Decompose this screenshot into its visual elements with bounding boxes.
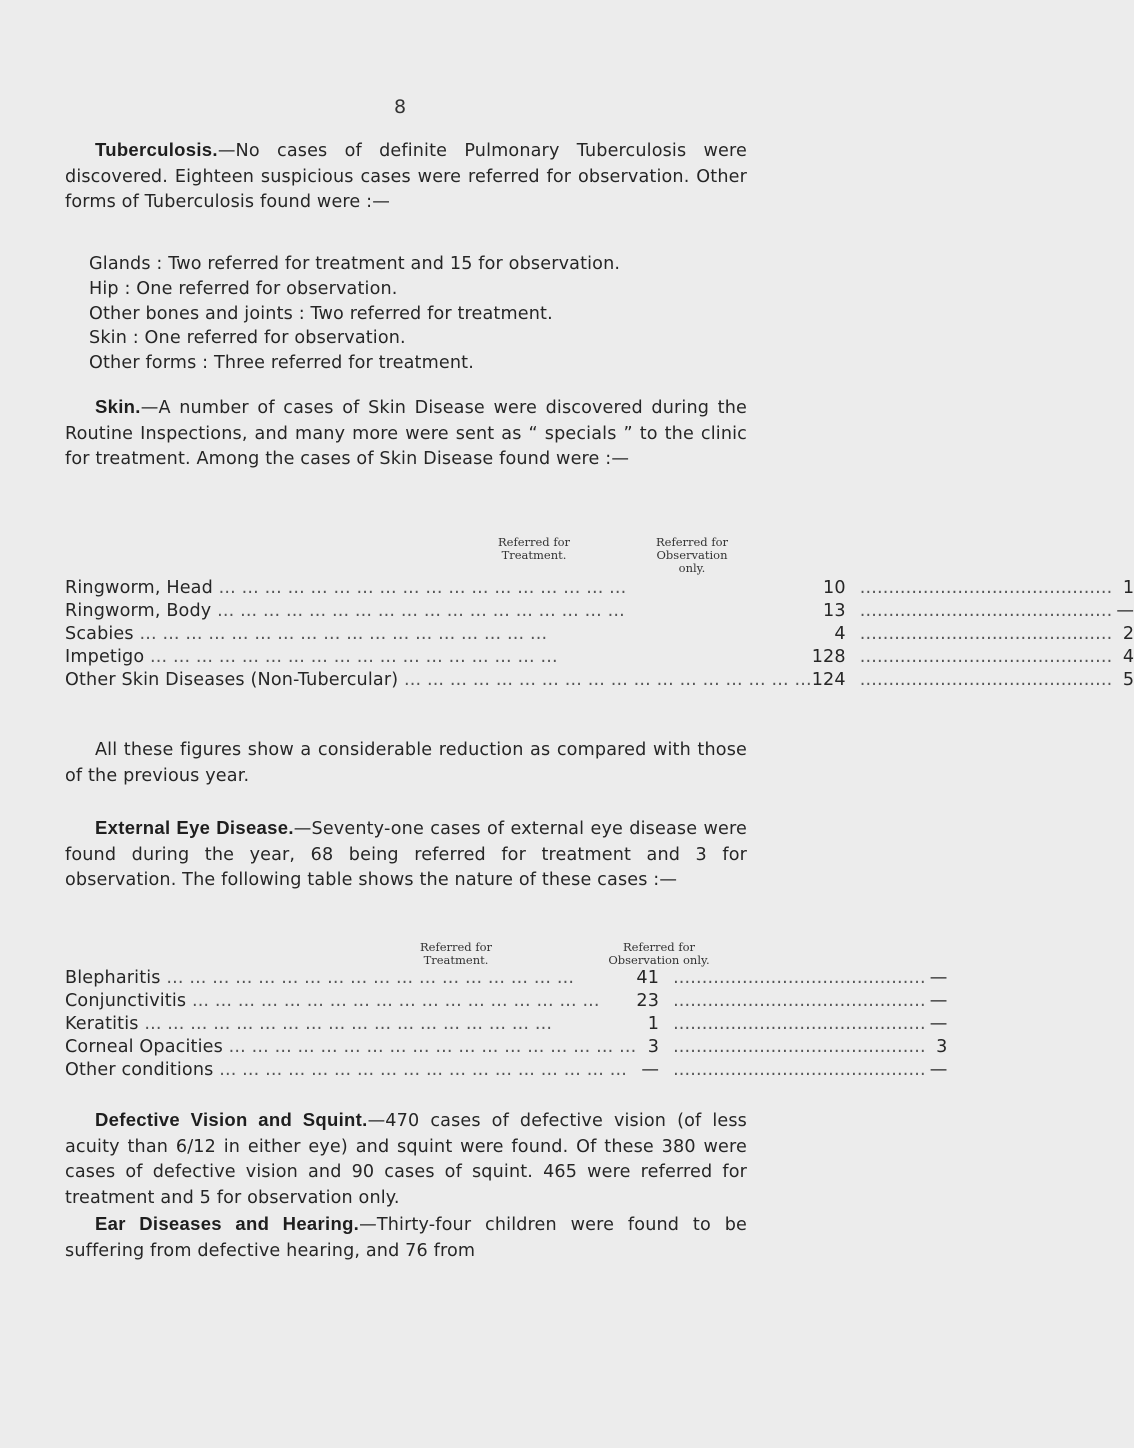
row-label xyxy=(65,622,812,645)
eye-col-observation-header: Referred for Observation only. xyxy=(608,940,710,967)
skin-col-observation-header: Referred for Observation only. xyxy=(655,535,729,575)
dot-leader: ............................................ xyxy=(673,990,926,1011)
row-label-text: Impetigo xyxy=(65,646,145,667)
table-row xyxy=(65,668,1134,691)
table-row xyxy=(65,966,947,989)
treatment-count: 3 xyxy=(647,1036,660,1057)
dot-leader: ............................................ xyxy=(859,600,1113,621)
eye-col-treatment-header: Referred for Treatment. xyxy=(419,940,493,967)
observation-count: 1 xyxy=(1122,577,1134,598)
treatment-count: — xyxy=(641,1059,660,1080)
treatment-count: 1 xyxy=(647,1013,660,1034)
dot-leader: ............................................ xyxy=(859,577,1113,598)
table-row xyxy=(65,576,1134,599)
dot-leader: ............................................ xyxy=(859,646,1113,667)
observation-count: — xyxy=(929,1013,948,1034)
dot-leader: ... ... ... ... ... ... ... ... ... ... ... ... ... ... ... ... ... ... xyxy=(211,600,625,621)
row-label xyxy=(65,989,636,1012)
observation-cell xyxy=(659,1012,947,1035)
observation-count: — xyxy=(929,967,948,988)
list-item: Other forms : Three referred for treatment. xyxy=(89,353,474,374)
list-item: Glands : Two referred for treatment and 15 for observation. xyxy=(89,254,621,274)
observation-cell xyxy=(846,622,1134,645)
dot-leader: ... ... ... ... ... ... ... ... ... ... ... ... ... ... ... ... ... ... xyxy=(222,1036,637,1057)
dot-leader: ... ... ... ... ... ... ... ... ... ... ... ... ... ... ... ... ... ... xyxy=(213,1059,627,1080)
row-label-text: Conjunctivitis xyxy=(65,990,187,1011)
table-row xyxy=(65,989,947,1012)
dot-leader: ... ... ... ... ... ... ... ... ... ... ... ... ... ... ... ... ... ... xyxy=(212,577,627,598)
list-item: Other bones and joints : Two referred for treatment. xyxy=(89,303,553,324)
row-label xyxy=(65,966,636,989)
skin-note: All these figures show a considerable reduction as compared with those of the previous year. xyxy=(65,740,747,786)
row-label-text: Keratitis xyxy=(65,1013,139,1034)
observation-count: 5 xyxy=(1122,669,1134,690)
list-item: Skin : One referred for observation. xyxy=(89,328,406,349)
ear-section xyxy=(65,1211,747,1264)
observation-cell xyxy=(846,645,1134,668)
row-label-text: Ringworm, Body xyxy=(65,600,212,621)
tuberculosis-forms-list xyxy=(89,252,749,376)
eye-table xyxy=(65,966,947,1081)
table-row xyxy=(65,1058,947,1081)
dot-leader: ............................................ xyxy=(859,669,1113,690)
treatment-count: 23 xyxy=(636,990,660,1011)
dot-leader: ............................................ xyxy=(673,1013,926,1034)
row-label-text: Blepharitis xyxy=(65,967,161,988)
table-row xyxy=(65,1012,947,1035)
observation-cell xyxy=(659,1035,947,1058)
dot-leader: ... ... ... ... ... ... ... ... ... ... ... ... ... ... ... ... ... ... xyxy=(133,623,548,644)
tuberculosis-heading: Tuberculosis. xyxy=(95,139,218,160)
tuberculosis-paragraph xyxy=(65,137,747,216)
treatment-count: 128 xyxy=(811,646,846,667)
observation-cell xyxy=(846,668,1134,691)
treatment-count: 124 xyxy=(811,669,846,690)
treatment-count: 13 xyxy=(823,600,846,621)
skin-col-treatment-header: Referred for Treatment. xyxy=(497,535,571,562)
observation-count: 3 xyxy=(936,1036,948,1057)
vision-heading: Defective Vision and Squint. xyxy=(95,1109,368,1130)
dot-leader: ... ... ... ... ... ... ... ... ... ... ... ... ... ... ... ... ... ... xyxy=(138,1013,553,1034)
row-label xyxy=(65,1058,636,1081)
vision-section xyxy=(65,1107,747,1211)
treatment-count: 4 xyxy=(834,623,846,644)
ear-paragraph xyxy=(65,1211,747,1264)
table-row xyxy=(65,1035,947,1058)
eye-section xyxy=(65,815,747,894)
page-number: 8 xyxy=(393,96,407,118)
dot-leader: ... ... ... ... ... ... ... ... ... ... ... ... ... ... ... ... ... ... xyxy=(160,967,575,988)
skin-note-block xyxy=(65,738,747,789)
row-label xyxy=(65,668,812,691)
skin-section xyxy=(65,394,747,473)
dot-leader: ... ... ... ... ... ... ... ... ... ... ... ... ... ... ... ... ... ... xyxy=(398,669,812,690)
row-label xyxy=(65,1035,636,1058)
treatment-count: 41 xyxy=(636,967,660,988)
dot-leader: ............................................ xyxy=(859,623,1113,644)
dot-leader: ............................................ xyxy=(673,1059,926,1080)
observation-cell xyxy=(659,989,947,1012)
row-label-text: Ringworm, Head xyxy=(65,577,213,598)
vision-text: —470 cases of defective vision (of less acuity than 6/12 in either eye) and squint were found. Of these 380 were cases of defective vision and 90 cases of squint. 465 were referred for treatment and 5 for observation only. xyxy=(65,1111,747,1208)
dot-leader: ... ... ... ... ... ... ... ... ... ... ... ... ... ... ... ... ... ... xyxy=(144,646,558,667)
dot-leader: ... ... ... ... ... ... ... ... ... ... ... ... ... ... ... ... ... ... xyxy=(186,990,600,1011)
row-label-text: Scabies xyxy=(65,623,134,644)
observation-cell xyxy=(659,966,947,989)
row-label xyxy=(65,645,812,668)
observation-cell xyxy=(846,576,1134,599)
row-label-text: Corneal Opacities xyxy=(65,1036,223,1057)
dot-leader: ............................................ xyxy=(673,967,926,988)
skin-paragraph xyxy=(65,394,747,473)
treatment-count: 10 xyxy=(823,577,846,598)
row-label-text: Other conditions xyxy=(65,1059,214,1080)
table-row xyxy=(65,599,1134,622)
observation-count: — xyxy=(929,1059,948,1080)
tuberculosis-section xyxy=(65,137,747,216)
ear-heading: Ear Diseases and Hearing. xyxy=(95,1213,360,1234)
table-row xyxy=(65,645,1134,668)
skin-heading: Skin. xyxy=(95,396,141,417)
observation-count: — xyxy=(929,990,948,1011)
list-item: Hip : One referred for observation. xyxy=(89,278,398,299)
table-row xyxy=(65,622,1134,645)
row-label-text: Other Skin Diseases (Non-Tubercular) xyxy=(65,669,399,690)
eye-paragraph xyxy=(65,815,747,894)
row-label xyxy=(65,1012,636,1035)
tuberculosis-text: —No cases of definite Pulmonary Tuberculosis were discovered. Eighteen suspicious cases were referred for observation. Other forms of Tuberculosis found were :— xyxy=(65,141,747,212)
skin-table xyxy=(65,576,1134,691)
observation-count: — xyxy=(1116,600,1134,621)
skin-text: —A number of cases of Skin Disease were discovered during the Routine Inspections, and many more were sent as “ specials ” to the clinic for treatment. Among the cases of Skin Disease found were :— xyxy=(65,398,747,469)
observation-count: 4 xyxy=(1122,646,1134,667)
observation-cell xyxy=(659,1058,947,1081)
ear-text: —Thirty-four children were found to be suffering from defective hearing, and 76 from xyxy=(65,1215,747,1261)
dot-leader: ............................................ xyxy=(673,1036,926,1057)
eye-text: —Seventy-one cases of external eye disease were found during the year, 68 being referred for treatment and 3 for observation. The following table shows the nature of these cases :— xyxy=(65,819,747,890)
row-label xyxy=(65,576,812,599)
eye-heading: External Eye Disease. xyxy=(95,817,294,838)
row-label xyxy=(65,599,812,622)
observation-cell xyxy=(846,599,1134,622)
observation-count: 2 xyxy=(1122,623,1134,644)
vision-paragraph xyxy=(65,1107,747,1211)
